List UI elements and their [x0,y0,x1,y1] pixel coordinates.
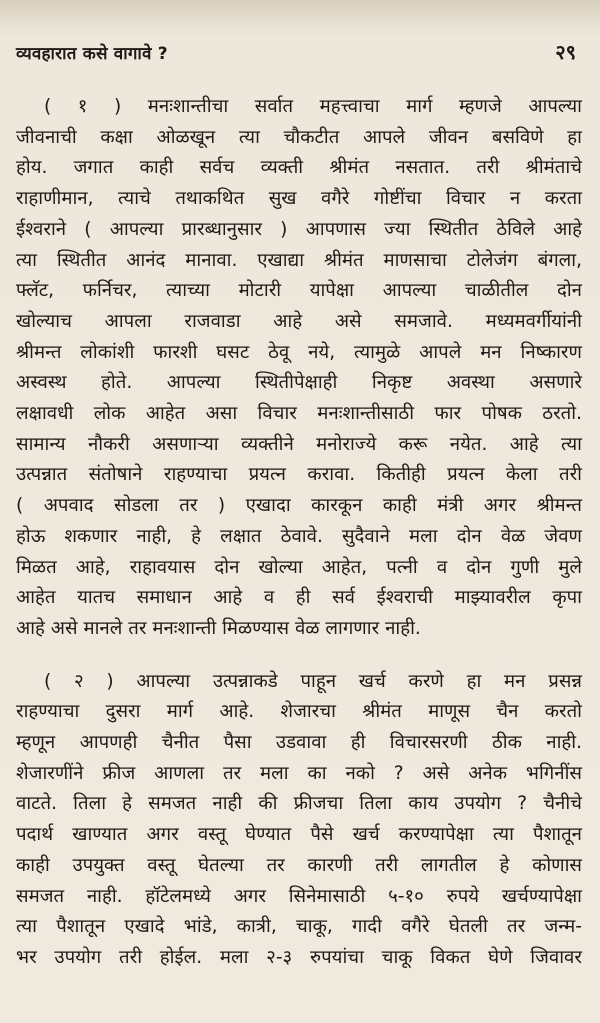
text-line: वाटते. तिला हे समजत नाही की फ्रीजचा तिला काय उपयोग ? चैनीचे [16,793,582,815]
text-line: राहाणीमान, त्याचे तथाकथित सुख वगैरे गोष्टींचा विचार न करता [16,188,582,210]
text-line: राहण्याचा दुसरा मार्ग आहे. शेजारचा श्रीमंत माणूस चैन करतो [16,701,582,723]
page-number: २९ [555,40,576,64]
text-line: समजत नाही. हॉटेलमध्ये अगर सिनेमासाठी ५-१० रुपये खर्चण्यापेक्षा [16,885,582,907]
text-line: आहेत यातच समाधान आहे व ही सर्व ईश्वराची माझ्यावरील कृपा [16,587,582,609]
text-line: खोल्याच आपला राजवाडा आहे असे समजावे. मध्यमवर्गीयांनी [16,310,582,332]
text-line: अस्वस्थ होते. आपल्या स्थितीपेक्षाही निकृष्ट अवस्था असणारे [16,372,582,394]
body-text [16,92,582,974]
page-header [16,38,582,65]
text-line: त्या पैशातून एखादे भांडे, कात्री, चाकू, गादी वगैरे घेतली तर जन्म- [16,916,582,938]
text-line: सामान्य नौकरी असणाऱ्या व्यक्तीने मनोराज्ये करू नयेत. आहे त्या [16,433,582,455]
text-line: शेजारणींने फ्रीज आणला तर मला का नको ? असे अनेक भगिनींस [16,762,582,784]
text-line: त्या स्थितीत आनंद मानावा. एखाद्या श्रीमंत माणसाचा टोलेजंग बंगला, [16,249,582,271]
text-line: काही उपयुक्त वस्तू घेतल्या तर कारणी तरी लागतील हे कोणास [16,854,582,876]
text-line: म्हणून आपणही चैनीत पैसा उडवावा ही विचारसरणी ठीक नाही. [16,732,582,754]
text-line: ( अपवाद सोडला तर ) एखादा कारकून काही मंत्री अगर श्रीमन्त [16,495,582,517]
text-line: होऊ शकणार नाही, हे लक्षात ठेवावे. सुदैवाने मला दोन वेळ जेवण [16,525,582,547]
text-line: ईश्वराने ( आपल्या प्रारब्धानुसार ) आपणास ज्या स्थितीत ठेविले आहे [16,218,582,240]
running-title: व्यवहारात कसे वागावे ? [16,44,168,64]
text-line: भर उपयोग तरी होईल. मला २-३ रुपयांचा चाकू विकत घेणे जिवावर [16,946,582,968]
text-line: श्रीमन्त लोकांशी फारशी घसट ठेवू नये, त्यामुळे आपले मन निष्कारण [16,341,582,363]
text-line: आहे असे मानले तर मनःशान्ती मिळण्यास वेळ लागणार नाही. [16,617,421,639]
previous-page-bleed [0,0,600,28]
text-line: ( २ ) आपल्या उत्पन्नाकडे पाहून खर्च करणे हा मन प्रसन्न [44,670,582,692]
text-line: जीवनाची कक्षा ओळखून त्या चौकटीत आपले जीवन बसविणे हा [16,126,582,148]
text-line: होय. जगात काही सर्वच व्यक्ती श्रीमंत नसतात. तरी श्रीमंताचे [16,157,582,179]
text-line: मिळत आहे, राहावयास दोन खोल्या आहेत, पत्नी व दोन गुणी मुले [16,556,582,578]
text-line: ( १ ) मनःशान्तीचा सर्वात महत्त्वाचा मार्ग म्हणजे आपल्या [44,96,582,117]
text-line: फ्लॅट, फर्निचर, त्याच्या मोटारी यापेक्षा आपल्या चाळीतील दोन [16,280,582,302]
paragraph-2 [16,667,582,974]
text-line: लक्षावधी लोक आहेत असा विचार मनःशान्तीसाठी फार पोषक ठरतो. [16,403,582,425]
paragraph-1 [16,92,582,645]
text-line: पदार्थ खाण्यात अगर वस्तू घेण्यात पैसे खर्च करण्यापेक्षा त्या पैशातून [16,824,582,846]
text-line: उत्पन्नात संतोषाने राहण्याचा प्रयत्न करावा. कितीही प्रयत्न केला तरी [16,464,582,486]
